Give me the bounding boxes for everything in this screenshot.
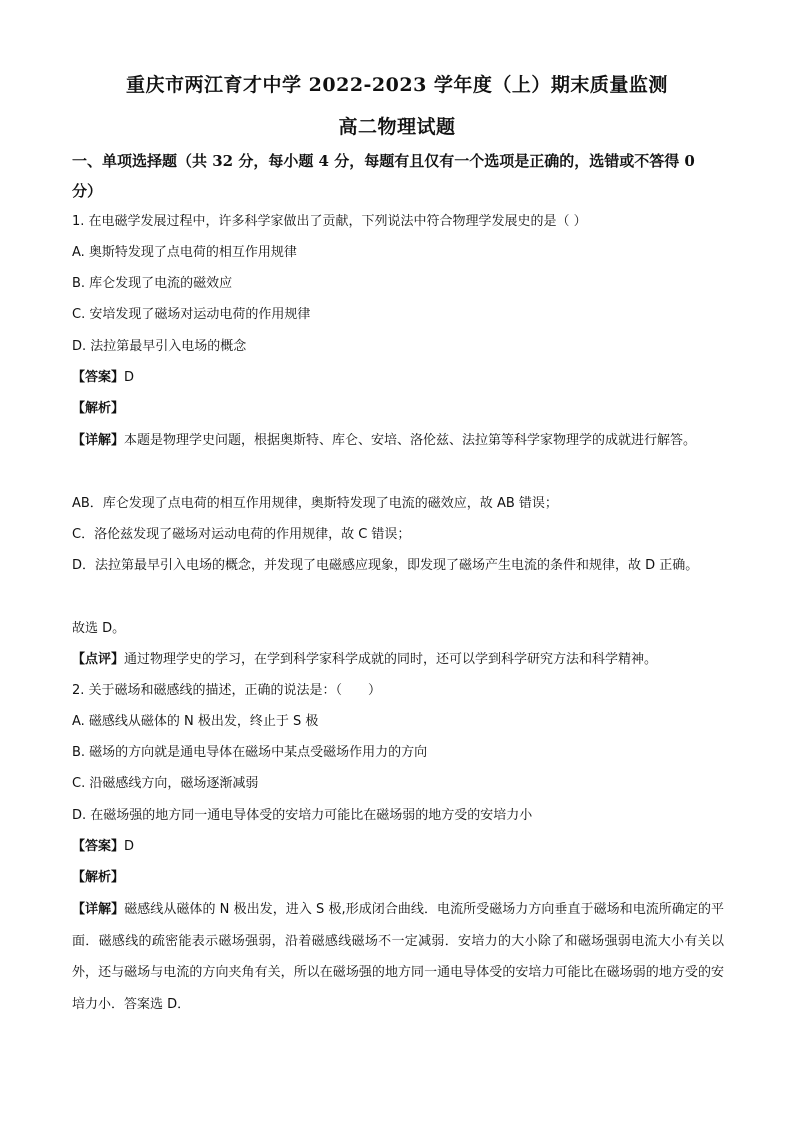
question-2-option-a: A. 磁感线从磁体的 N 极出发，终止于 S 极 bbox=[72, 714, 319, 729]
comment-text: 通过物理学史的学习，在学到科学家科学成就的同时，还可以学到科学研究方法和科学精神。 bbox=[124, 652, 658, 667]
question-1-explanation-d: D．法拉第最早引入电场的概念，并发现了电磁感应现象，即发现了磁场产生电流的条件和规律，故 D 正确。 bbox=[72, 558, 699, 573]
question-2-option-b: B. 磁场的方向就是通电导体在磁场中某点受磁场作用力的方向 bbox=[72, 745, 428, 760]
question-2-option-c: C. 沿磁感线方向，磁场逐渐减弱 bbox=[72, 776, 259, 791]
question-1-option-d: D. 法拉第最早引入电场的概念 bbox=[72, 339, 247, 354]
comment-label: 【点评】 bbox=[72, 652, 125, 667]
exam-subtitle: 高二物理试题 bbox=[338, 116, 456, 138]
question-1-option-b: B. 库仑发现了电流的磁效应 bbox=[72, 276, 233, 291]
question-2-stem: 2. 关于磁场和磁感线的描述，正确的说法是：（ ） bbox=[72, 683, 382, 698]
detail-label: 【详解】 bbox=[72, 902, 125, 917]
question-1-stem: 1. 在电磁学发展过程中，许多科学家做出了贡献，下列说法中符合物理学发展史的是（ ） bbox=[72, 214, 587, 229]
question-2-answer bbox=[72, 837, 134, 857]
question-2-detail bbox=[72, 894, 724, 1020]
answer-label: 【答案】 bbox=[72, 370, 125, 385]
detail-label: 【详解】 bbox=[72, 433, 125, 448]
question-1-explanation-ab: AB．库仑发现了点电荷的相互作用规律，奥斯特发现了电流的磁效应，故 AB 错误； bbox=[72, 496, 558, 511]
question-1-explanation-c: C．洛伦兹发现了磁场对运动电荷的作用规律，故 C 错误； bbox=[72, 527, 411, 542]
question-2-option-d: D. 在磁场强的地方同一通电导体受的安培力可能比在磁场弱的地方受的安培力小 bbox=[72, 808, 533, 823]
detail-text: 本题是物理学史问题，根据奥斯特、库仑、安培、洛伦兹、法拉第等科学家物理学的成就进行解答。 bbox=[124, 433, 697, 448]
question-1-choice: 故选 D。 bbox=[72, 621, 126, 636]
exam-title: 重庆市两江育才中学 2022-2023 学年度（上）期末质量监测 bbox=[126, 74, 668, 96]
answer-value: D bbox=[124, 839, 135, 854]
question-1-option-a: A. 奥斯特发现了点电荷的相互作用规律 bbox=[72, 245, 297, 260]
answer-label: 【答案】 bbox=[72, 839, 125, 854]
question-1-answer bbox=[72, 368, 134, 388]
question-1-option-c: C. 安培发现了磁场对运动电荷的作用规律 bbox=[72, 307, 311, 322]
question-1-comment bbox=[72, 650, 732, 670]
detail-text: 磁感线从磁体的 N 极出发，进入 S 极,形成闭合曲线．电流所受磁场力方向垂直于磁场和电流所确定的平面．磁感线的疏密能表示磁场强弱，沿着磁感线磁场不一定减弱．安培力的大小除了和磁场强弱电流大小有关以外，还与磁场与电流的方向夹角有关，所以在磁场强的地方同一通电导体受的安培力可能比在磁场弱的地方受的安培力小．答案选 D． bbox=[72, 902, 724, 1012]
answer-value: D bbox=[124, 370, 135, 385]
section-heading: 一、单项选择题（共 32 分，每小题 4 分，每题有且仅有一个选项是正确的，选错或不答得 0 分） bbox=[72, 152, 695, 200]
question-1-analysis-label: 【解析】 bbox=[72, 401, 125, 416]
question-2-analysis-label: 【解析】 bbox=[72, 870, 125, 885]
question-1-detail bbox=[72, 425, 724, 457]
